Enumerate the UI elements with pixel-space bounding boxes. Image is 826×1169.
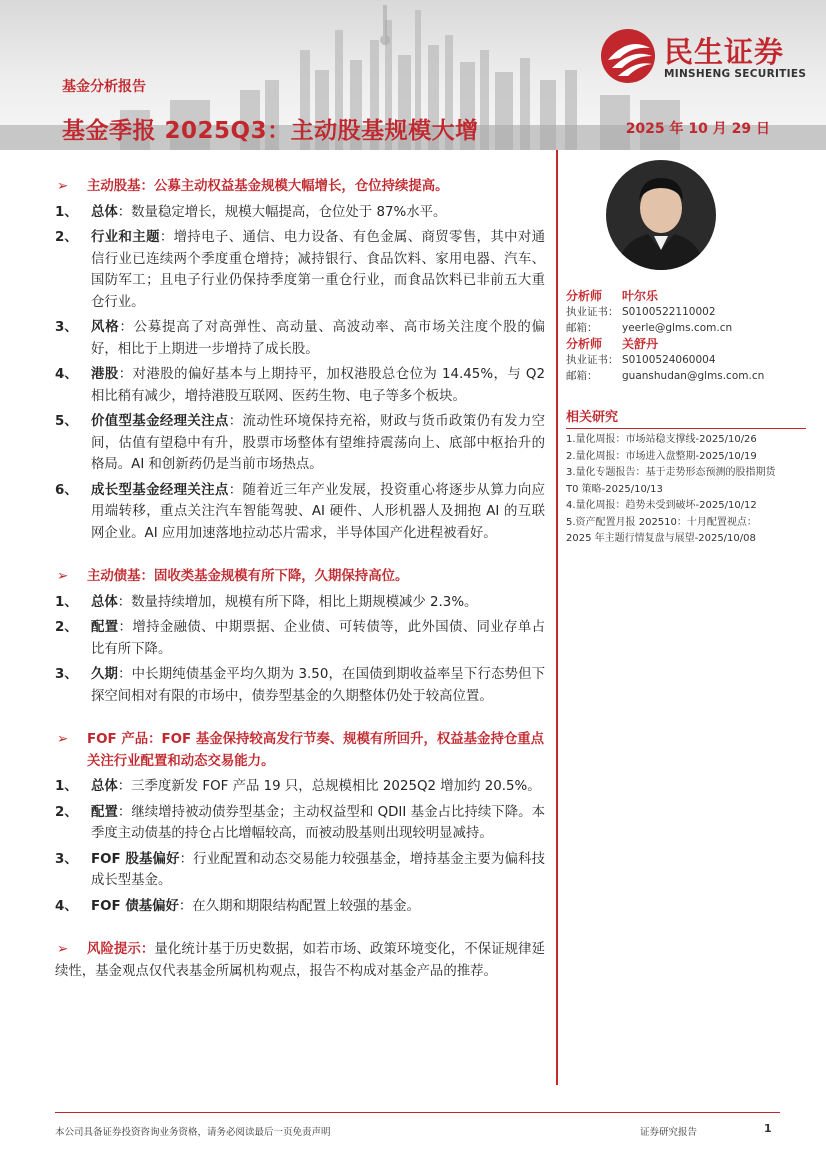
footer-disclaimer: 本公司具备证券投资咨询业务资格，请务必阅读最后一页免责声明 xyxy=(55,1127,331,1138)
related-link[interactable]: 3.量化专题报告：基于走势形态预测的股指期货 T0 策略-2025/10/13 xyxy=(566,467,776,495)
analyst-1: 分析师 叶尔乐 执业证书： S0100522110002 邮箱： yeerle@glms.com.cn xyxy=(566,289,733,334)
list-item: 5、 价值型基金经理关注点：流动性环境保持充裕，财政与货币政策仍有发力空间，估值有望稳中有升，股票市场整体有望维持震荡向上、底部中枢抬升的格局。AI 和创新药仍是当前市场热点。 xyxy=(55,414,546,472)
arrow-icon: ➢ xyxy=(57,732,69,747)
list-item: 2、 配置：继续增持被动债券型基金；主动权益型和 QDII 基金占比持续下降。本季度主动债基的持仓占比增幅较高，而被动股基则出现较明显减持。 xyxy=(55,804,546,841)
section-heading: ➢ FOF 产品：FOF 基金保持较高发行节奏、规模有所回升，权益基金持仓重点关注行业配置和动态交易能力。 xyxy=(55,729,545,772)
section-heading: ➢ 主动债基：固收类基金规模有所下降，久期保持高位。 xyxy=(55,566,545,588)
list-item: 3、 FOF 股基偏好：行业配置和动态交易能力较强基金，增持基金主要为偏科技成长型基金。 xyxy=(55,851,545,888)
section-bond xyxy=(55,566,545,707)
analyst-email[interactable]: guanshudan@glms.com.cn xyxy=(622,370,765,382)
list-item: 2、 行业和主题：增持电子、通信、电力设备、有色金属、商贸零售，其中对通信行业已连续两个季度重仓增持；减持银行、食品饮料、家用电器、汽车、国防军工；且电子行业仍保持季度第一重仓行业，而食品饮料已非前五大重仓行业。 xyxy=(55,230,546,310)
analyst-portrait-image xyxy=(606,160,716,270)
list-item: 2、 配置：增持金融债、中期票据、企业债、可转债等，此外国债、同业存单占比有所下降。 xyxy=(55,620,546,657)
logo-text-cn: 民生证券 xyxy=(664,35,785,69)
minsheng-logo-icon xyxy=(598,26,658,86)
analyst-email[interactable]: yeerle@glms.com.cn xyxy=(622,322,733,334)
analyst-photo xyxy=(606,160,716,270)
arrow-icon: ➢ xyxy=(57,942,69,957)
related-research-list xyxy=(566,432,778,548)
list-item: 4、 港股：对港股的偏好基本与上期持平，加权港股总仓位为 14.45%，与 Q2 相比稍有减少，增持港股互联网、医药生物、电子等多个板块。 xyxy=(55,367,545,404)
main-content xyxy=(55,176,545,982)
list-item: 1、 总体：数量持续增加，规模有所下降，相比上期规模减少 2.3%。 xyxy=(55,594,478,610)
arrow-icon: ➢ xyxy=(57,569,69,584)
analyst-2: 分析师 关舒丹 执业证书： S0100524060004 邮箱： guanshudan@glms.com.cn xyxy=(566,337,765,382)
list-item: 3、 久期：中长期纯债基金平均久期为 3.50，在国债到期收益率呈下行态势但下探空间相对有限的市场中，债券型基金的久期整体仍处于较高位置。 xyxy=(55,667,546,704)
page-number: 1 xyxy=(764,1122,772,1135)
section-equity xyxy=(55,176,545,544)
section-heading: ➢ 主动股基：公募主动权益基金规模大幅增长，仓位持续提高。 xyxy=(55,176,545,198)
report-date: 2025 年 10 月 29 日 xyxy=(625,121,770,137)
list-item: 6、 成长型基金经理关注点：随着近三年产业发展，投资重心将逐步从算力向应用端转移，重点关注汽车智能驾驶、AI 硬件、人形机器人及拥抱 AI 的互联网企业。AI 应用加速落地拉动芯片需求，半导体国产化进程被看好。 xyxy=(55,482,546,541)
page-title: 基金季报 2025Q3：主动股基规模大增 xyxy=(62,118,479,144)
related-link[interactable]: 4.量化周报：趋势未受到破坏-2025/10/12 xyxy=(566,500,757,511)
list-item: 1、 总体：数量稳定增长，规模大幅提高，仓位处于 87%水平。 xyxy=(55,204,447,220)
footer-report-type: 证券研究报告 xyxy=(640,1127,698,1138)
related-research-title: 相关研究 xyxy=(566,406,806,429)
report-type: 基金分析报告 xyxy=(62,79,146,95)
risk-warning: ➢ 风险提示：量化统计基于历史数据，如若市场、政策环境变化，不保证规律延续性，基金观点仅代表基金所属机构观点，报告不构成对基金产品的推荐。 xyxy=(55,939,545,982)
related-link[interactable]: 1.量化周报：市场站稳支撑线-2025/10/26 xyxy=(566,434,757,445)
related-link[interactable]: 5.资产配置月报 202510：十月配置视点：2025 年主题行情复盘与展望-2025/10/08 xyxy=(566,516,757,544)
list-item: 3、 风格：公募提高了对高弹性、高动量、高波动率、高市场关注度个股的偏好，相比于上期进一步增持了成长股。 xyxy=(55,320,546,357)
list-item: 1、 总体：三季度新发 FOF 产品 19 只，总规模相比 2025Q2 增加约 20.5%。 xyxy=(55,779,541,794)
logo-text-en: MINSHENG SECURITIES xyxy=(664,68,807,80)
related-link[interactable]: 2.量化周报：市场进入盘整期-2025/10/19 xyxy=(566,450,757,462)
list-item: 4、 FOF 债基偏好：在久期和期限结构配置上较强的基金。 xyxy=(55,898,420,914)
footer-divider xyxy=(55,1112,780,1113)
section-fof xyxy=(55,729,545,917)
column-divider xyxy=(556,150,558,1085)
arrow-icon: ➢ xyxy=(57,179,69,194)
company-logo xyxy=(598,26,808,88)
